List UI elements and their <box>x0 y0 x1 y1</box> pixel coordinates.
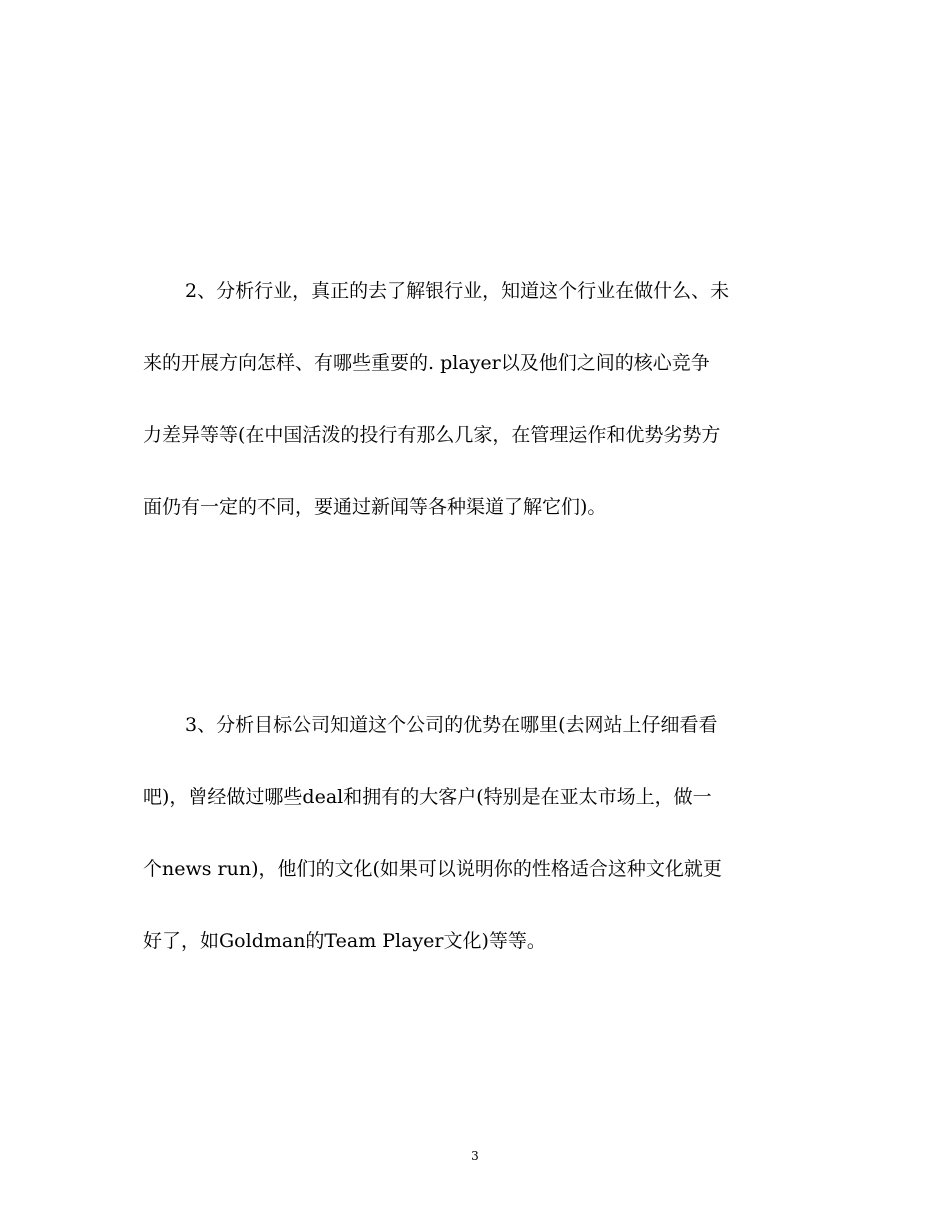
paragraph-3-line-1: 3、分析目标公司知道这个公司的优势在哪里(去网站上仔细看看 <box>185 714 718 736</box>
paragraph-2-line-1: 2、分析行业，真正的去了解银行业，知道这个行业在做什么、未 <box>185 280 730 302</box>
paragraph-3-line-3: 个news run)，他们的文化(如果可以说明你的性格适合这种文化就更 <box>143 858 722 880</box>
page-number: 3 <box>471 1149 479 1163</box>
paragraph-2-line-2: 来的开展方向怎样、有哪些重要的. player以及他们之间的核心竞争 <box>143 352 710 374</box>
paragraph-3-line-2: 吧)，曾经做过哪些deal和拥有的大客户(特别是在亚太市场上，做一 <box>143 786 712 808</box>
paragraph-2-line-4: 面仍有一定的不同，要通过新闻等各种渠道了解它们)。 <box>143 496 607 518</box>
paragraph-3-line-4: 好了，如Goldman的Team Player文化)等等。 <box>143 930 546 952</box>
paragraph-2-line-3: 力差异等等(在中国活泼的投行有那么几家，在管理运作和优势劣势方 <box>143 424 721 446</box>
